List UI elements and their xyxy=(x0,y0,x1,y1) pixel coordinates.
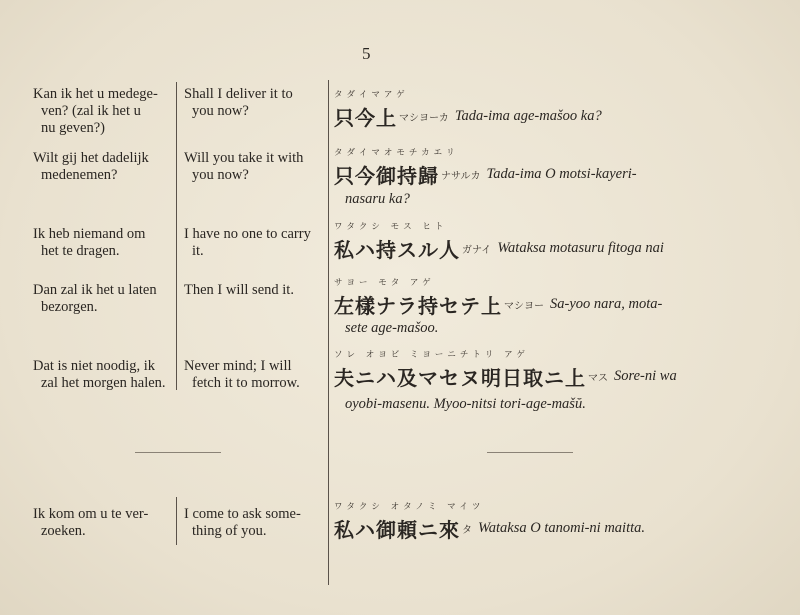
romaji-text: Sore-ni wa xyxy=(614,368,677,384)
japanese-phrase xyxy=(334,90,602,131)
romaji-text: Sa-yoo nara, mota- xyxy=(550,296,663,312)
column-divider-left-lower xyxy=(176,497,177,545)
column-divider-left xyxy=(176,82,177,390)
japanese-phrase xyxy=(334,502,646,543)
kana-text: マシヨー xyxy=(504,301,544,312)
kanji-text: 私ハ御頼ニ來 xyxy=(334,518,460,542)
section-separator-right xyxy=(487,452,573,453)
japanese-phrase xyxy=(334,222,664,263)
kana-text: タ xyxy=(462,525,472,536)
kanji-text: 只今御持歸 xyxy=(334,164,439,188)
romaji-text: Tada-ima O motsi-kayeri- xyxy=(486,166,637,182)
japanese-phrase xyxy=(334,350,677,391)
kana-text: マス xyxy=(588,373,608,384)
dutch-phrase: Wilt gij het dadelijk medenemen? xyxy=(33,150,149,183)
furigana: タダイマアゲ xyxy=(334,90,409,100)
furigana: サヨー モタ アゲ xyxy=(334,278,435,288)
kana-text: ガナイ xyxy=(462,245,492,256)
english-phrase: Never mind; I will fetch it to morrow. xyxy=(184,358,300,391)
section-separator-left xyxy=(135,452,221,453)
romaji-continuation: sete age-mašoo. xyxy=(345,320,439,336)
dutch-phrase: Ik heb niemand om het te dragen. xyxy=(33,226,146,259)
kana-text: ナサルカ xyxy=(441,171,481,182)
kanji-text: 私ハ持スル人 xyxy=(334,238,460,262)
kanji-text: 只今上 xyxy=(334,106,397,130)
furigana: タダイマオモチカエリ xyxy=(334,148,459,158)
dutch-phrase: Kan ik het u medege- ven? (zal ik het u nu geven?) xyxy=(33,86,158,136)
column-divider-right xyxy=(328,80,329,585)
romaji-continuation: oyobi-masenu. Myoo-nitsi tori-age-mašŭ. xyxy=(345,396,586,412)
japanese-phrase xyxy=(334,148,637,189)
page-number: 5 xyxy=(362,44,371,63)
furigana: ワタクシ モス ヒト xyxy=(334,222,448,232)
english-phrase: Shall I deliver it to you now? xyxy=(184,86,293,119)
romaji-continuation: nasaru ka? xyxy=(345,191,410,207)
kanji-text: 夫ニハ及マセヌ明日取ニ上 xyxy=(334,366,586,390)
english-phrase: Then I will send it. xyxy=(184,282,294,298)
english-phrase: I have no one to carry it. xyxy=(184,226,311,259)
romaji-text: Tada-ima age-mašoo ka? xyxy=(454,108,602,124)
english-phrase: Will you take it with you now? xyxy=(184,150,304,183)
japanese-phrase xyxy=(334,278,663,319)
furigana: ソレ オヨビ ミヨーニチトリ アゲ xyxy=(334,350,529,360)
dutch-phrase: Dat is niet noodig, ik zal het morgen halen. xyxy=(33,358,166,391)
romaji-text: Wataksa motasuru fitoga nai xyxy=(497,240,664,256)
english-phrase: I come to ask some- thing of you. xyxy=(184,506,301,539)
romaji-text: Wataksa O tanomi-ni maitta. xyxy=(478,520,646,536)
kanji-text: 左樣ナラ持セテ上 xyxy=(334,294,502,318)
furigana: ワタクシ オタノミ マイツ xyxy=(334,502,485,512)
kana-text: マシヨーカ xyxy=(399,113,449,124)
dutch-phrase: Dan zal ik het u laten bezorgen. xyxy=(33,282,157,315)
dutch-phrase: Ik kom om u te ver- zoeken. xyxy=(33,506,149,539)
